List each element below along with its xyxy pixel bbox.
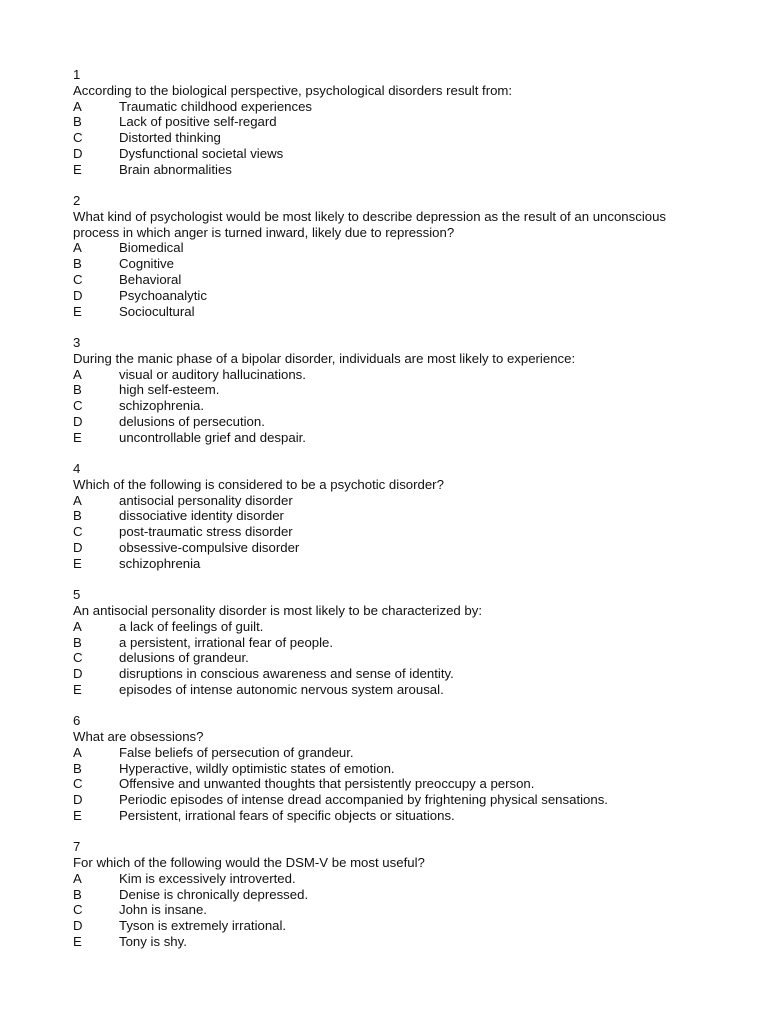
option-text: Hyperactive, wildly optimistic states of emotion.: [119, 760, 395, 776]
answer-option: [73, 114, 693, 130]
answer-option: [73, 272, 693, 288]
answer-option: [73, 902, 693, 918]
question-text: For which of the following would the DSM-V be most useful?: [73, 855, 425, 871]
option-text: Persistent, irrational fears of specific objects or situations.: [119, 807, 455, 823]
option-letter: E: [73, 681, 82, 697]
option-letter: B: [73, 760, 82, 776]
option-text: False beliefs of persecution of grandeur.: [119, 744, 354, 760]
option-text: schizophrenia: [119, 555, 201, 571]
option-letter: E: [73, 429, 82, 445]
answer-option: [73, 99, 693, 115]
option-letter: D: [73, 145, 83, 161]
option-letter: A: [73, 870, 82, 886]
answer-option: [73, 398, 693, 414]
option-letter: D: [73, 666, 83, 682]
option-text: a lack of feelings of guilt.: [119, 618, 264, 634]
question-number: 7: [73, 839, 81, 855]
option-text: episodes of intense autonomic nervous system arousal.: [119, 681, 444, 697]
option-letter: A: [73, 98, 82, 114]
option-text: delusions of grandeur.: [119, 650, 249, 666]
question-text: According to the biological perspective, psychological disorders result from:: [73, 82, 513, 98]
option-text: delusions of persecution.: [119, 413, 265, 429]
answer-option: [73, 414, 693, 430]
option-text: Sociocultural: [119, 303, 195, 319]
option-text: Biomedical: [119, 240, 184, 256]
option-text: obsessive-compulsive disorder: [119, 540, 300, 556]
option-letter: D: [73, 413, 83, 429]
option-letter: B: [73, 256, 82, 272]
option-text: visual or auditory hallucinations.: [119, 366, 306, 382]
option-letter: C: [73, 398, 83, 414]
answer-option: [73, 508, 693, 524]
question-number: 2: [73, 193, 81, 209]
option-text: Denise is chronically depressed.: [119, 886, 309, 902]
option-text: antisocial personality disorder: [119, 492, 293, 508]
option-letter: D: [73, 540, 83, 556]
option-letter: C: [73, 524, 83, 540]
answer-option: [73, 367, 693, 383]
answer-option: [73, 666, 693, 682]
answer-option: [73, 493, 693, 509]
answer-option: [73, 745, 693, 761]
option-text: Lack of positive self-regard: [119, 114, 277, 130]
answer-option: [73, 808, 693, 824]
question-6: [73, 713, 693, 824]
option-text: Dysfunctional societal views: [119, 145, 284, 161]
option-letter: A: [73, 366, 82, 382]
question-number: 5: [73, 587, 81, 603]
option-text: Periodic episodes of intense dread accompanied by frightening physical sensations.: [119, 792, 608, 808]
answer-option: [73, 130, 693, 146]
option-letter: B: [73, 886, 82, 902]
option-text: Offensive and unwanted thoughts that persistently preoccupy a person.: [119, 776, 535, 792]
answer-option: [73, 556, 693, 572]
answer-option: [73, 934, 693, 950]
answer-option: [73, 918, 693, 934]
option-text: Behavioral: [119, 272, 182, 288]
quiz-document: [73, 67, 693, 965]
answer-option: [73, 430, 693, 446]
option-text: Psychoanalytic: [119, 287, 207, 303]
option-text: Tyson is extremely irrational.: [119, 918, 287, 934]
option-letter: C: [73, 130, 83, 146]
question-1: [73, 67, 693, 178]
option-text: a persistent, irrational fear of people.: [119, 634, 334, 650]
answer-option: [73, 240, 693, 256]
option-letter: A: [73, 618, 82, 634]
question-text: What kind of psychologist would be most likely to describe depression as the result of an unconscious process in which anger is turned inward, likely due to repression?: [73, 208, 667, 240]
answer-option: [73, 635, 693, 651]
option-text: disruptions in conscious awareness and sense of identity.: [119, 666, 454, 682]
option-letter: C: [73, 272, 83, 288]
answer-option: [73, 792, 693, 808]
option-letter: D: [73, 792, 83, 808]
option-letter: D: [73, 918, 83, 934]
answer-option: [73, 288, 693, 304]
answer-option: [73, 761, 693, 777]
answer-option: [73, 871, 693, 887]
option-letter: A: [73, 744, 82, 760]
option-letter: A: [73, 492, 82, 508]
option-letter: D: [73, 287, 83, 303]
answer-option: [73, 682, 693, 698]
option-text: post-traumatic stress disorder: [119, 524, 293, 540]
option-text: Cognitive: [119, 256, 174, 272]
question-7: [73, 839, 693, 950]
option-letter: C: [73, 902, 83, 918]
question-text: What are obsessions?: [73, 728, 204, 744]
option-letter: E: [73, 934, 82, 950]
answer-option: [73, 256, 693, 272]
question-3: [73, 335, 693, 446]
answer-option: [73, 162, 693, 178]
option-letter: E: [73, 303, 82, 319]
answer-option: [73, 146, 693, 162]
question-text: An antisocial personality disorder is most likely to be characterized by:: [73, 602, 482, 618]
option-letter: B: [73, 382, 82, 398]
question-2: [73, 193, 693, 319]
option-letter: E: [73, 807, 82, 823]
answer-option: [73, 304, 693, 320]
option-text: high self-esteem.: [119, 382, 220, 398]
answer-option: [73, 776, 693, 792]
answer-option: [73, 382, 693, 398]
question-text: During the manic phase of a bipolar disorder, individuals are most likely to experience:: [73, 350, 576, 366]
option-text: Brain abnormalities: [119, 161, 232, 177]
question-4: [73, 461, 693, 572]
answer-option: [73, 619, 693, 635]
option-letter: E: [73, 161, 82, 177]
option-letter: B: [73, 508, 82, 524]
option-text: uncontrollable grief and despair.: [119, 429, 306, 445]
option-letter: A: [73, 240, 82, 256]
option-text: schizophrenia.: [119, 398, 205, 414]
question-number: 6: [73, 713, 81, 729]
question-number: 4: [73, 461, 81, 477]
option-text: John is insane.: [119, 902, 207, 918]
option-letter: B: [73, 114, 82, 130]
option-letter: B: [73, 634, 82, 650]
question-5: [73, 587, 693, 698]
answer-option: [73, 887, 693, 903]
option-text: Tony is shy.: [119, 934, 187, 950]
option-text: Distorted thinking: [119, 130, 221, 146]
option-text: Kim is excessively introverted.: [119, 870, 296, 886]
question-text: Which of the following is considered to be a psychotic disorder?: [73, 476, 444, 492]
answer-option: [73, 524, 693, 540]
question-number: 1: [73, 67, 81, 82]
option-letter: C: [73, 650, 83, 666]
option-text: Traumatic childhood experiences: [119, 98, 313, 114]
option-letter: C: [73, 776, 83, 792]
answer-option: [73, 650, 693, 666]
answer-option: [73, 540, 693, 556]
option-letter: E: [73, 555, 82, 571]
option-text: dissociative identity disorder: [119, 508, 284, 524]
question-number: 3: [73, 334, 81, 350]
